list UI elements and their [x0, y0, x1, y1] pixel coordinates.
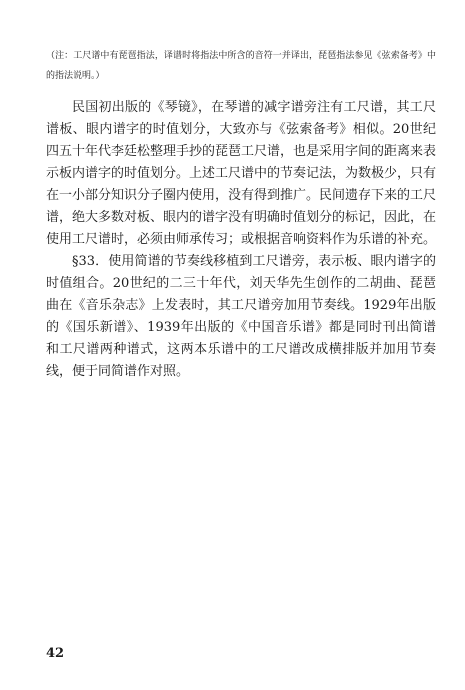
body-text: [46, 97, 436, 383]
paragraph-2: §33．使用简谱的节奏线移植到工尺谱旁，表示板、眼内谱字的时值组合。20世纪的二三十年代，刘天华先生创作的二胡曲、琵琶曲在《音乐杂志》上发表时，其工尺谱旁加用节奏线。1929年出版的《国乐新谱》、1939年出版的《中国音乐谱》都是同时刊出简谱和工尺谱两种谱式，这两本乐谱中的工尺谱改成横排版并加用节奏线，便于同简谱作对照。: [46, 254, 436, 379]
paragraph-1: 民国初出版的《琴镜》，在琴谱的减字谱旁注有工尺谱，其工尺谱板、眼内谱字的时值划分，大致亦与《弦索备考》相似。20世纪四五十年代李廷松整理手抄的琵琶工尺谱，也是采用字间的距离来表示板内谱字的时值划分。上述工尺谱中的节奏记法，为数极少，只有在一小部分知识分子圈内使用，没有得到推广。民间遗存下来的工尺谱，绝大多数对板、眼内的谱字没有明确时值划分的标记，因此，在使用工尺谱时，必须由师承传习；或根据音响资料作为乐谱的补充。: [46, 100, 437, 247]
page-number: 42: [46, 646, 65, 661]
footnote: （注：工尺谱中有琵琶指法，译谱时将指法中所含的音符一并译出，琵琶指法参见《弦索备考》中的指法说明。）: [46, 51, 436, 81]
